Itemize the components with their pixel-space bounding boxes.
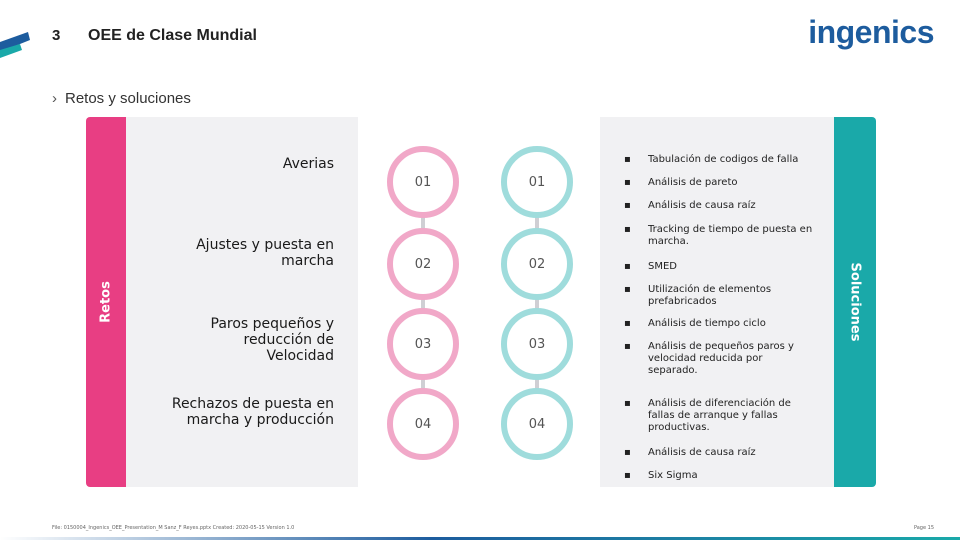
number-circle-left: 01 xyxy=(387,146,459,218)
reto-2: Ajustes y puesta en marcha xyxy=(196,237,334,269)
number-circle-left: 04 xyxy=(387,388,459,460)
bullet-icon: ▪ xyxy=(624,470,631,481)
solution-item: ▪ Análisis de causa raíz xyxy=(624,447,756,458)
solution-item: ▪ Análisis de pareto xyxy=(624,177,738,188)
decorative-shape-icon xyxy=(0,30,32,60)
soluciones-bar xyxy=(834,117,876,487)
number-circle-right: 03 xyxy=(501,308,573,380)
solution-item: ▪ Tracking de tiempo de puesta en marcha. xyxy=(624,224,813,247)
soluciones-label: Soluciones xyxy=(847,262,863,342)
bullet-icon: ▪ xyxy=(624,200,631,211)
solution-item: ▪ Tabulación de codigos de falla xyxy=(624,154,799,165)
number-circle-right: 01 xyxy=(501,146,573,218)
number-circle-left: 03 xyxy=(387,308,459,380)
reto-4: Rechazos de puesta en marcha y producción xyxy=(171,396,334,428)
bullet-icon: ▪ xyxy=(624,398,631,409)
solution-item: ▪ Análisis de diferenciación de fallas de arranque y fallas productivas. xyxy=(624,398,791,433)
bullet-icon: ▪ xyxy=(624,261,631,272)
bullet-icon: ▪ xyxy=(624,447,631,458)
solution-item: ▪ Utilización de elementos prefabricados xyxy=(624,284,772,307)
bullet-icon: ▪ xyxy=(624,284,631,295)
bullet-icon: ▪ xyxy=(624,341,631,352)
slide-number: 3 xyxy=(52,27,61,44)
bullet-icon: ▪ xyxy=(624,318,631,329)
slide-title: OEE de Clase Mundial xyxy=(88,27,257,44)
solution-item: ▪ Análisis de pequeños paros y velocidad reducida por separado. xyxy=(624,341,794,376)
reto-1: Averias xyxy=(282,156,334,172)
number-circle-right: 04 xyxy=(501,388,573,460)
solution-item: ▪ SMED xyxy=(624,261,677,272)
retos-label: Retos xyxy=(98,281,114,323)
number-circle-left: 02 xyxy=(387,228,459,300)
solution-item: ▪ Análisis de causa raíz xyxy=(624,200,756,211)
page-number: Page 15 xyxy=(913,525,934,531)
number-circle-right: 02 xyxy=(501,228,573,300)
retos-panel-background xyxy=(126,117,358,487)
chevron-right-icon: › xyxy=(52,90,57,107)
solution-item: ▪ Six Sigma xyxy=(624,470,698,481)
retos-bar xyxy=(86,117,126,487)
bullet-icon: ▪ xyxy=(624,177,631,188)
bullet-icon: ▪ xyxy=(624,224,631,235)
footer-file-info: File: 0150004_Ingenics_OEE_Presentation_M Sanz_F Reyes.pptx Created: 2020-05-15 Version 1.0 xyxy=(52,525,295,531)
bullet-icon: ▪ xyxy=(624,154,631,165)
reto-3: Paros pequeños y reducción de Velocidad xyxy=(210,316,334,364)
section-subtitle xyxy=(52,90,191,107)
solution-item: ▪ Análisis de tiempo ciclo xyxy=(624,318,766,329)
ingenics-logo: ingenics xyxy=(808,14,934,50)
section-label: Retos y soluciones xyxy=(65,90,191,107)
